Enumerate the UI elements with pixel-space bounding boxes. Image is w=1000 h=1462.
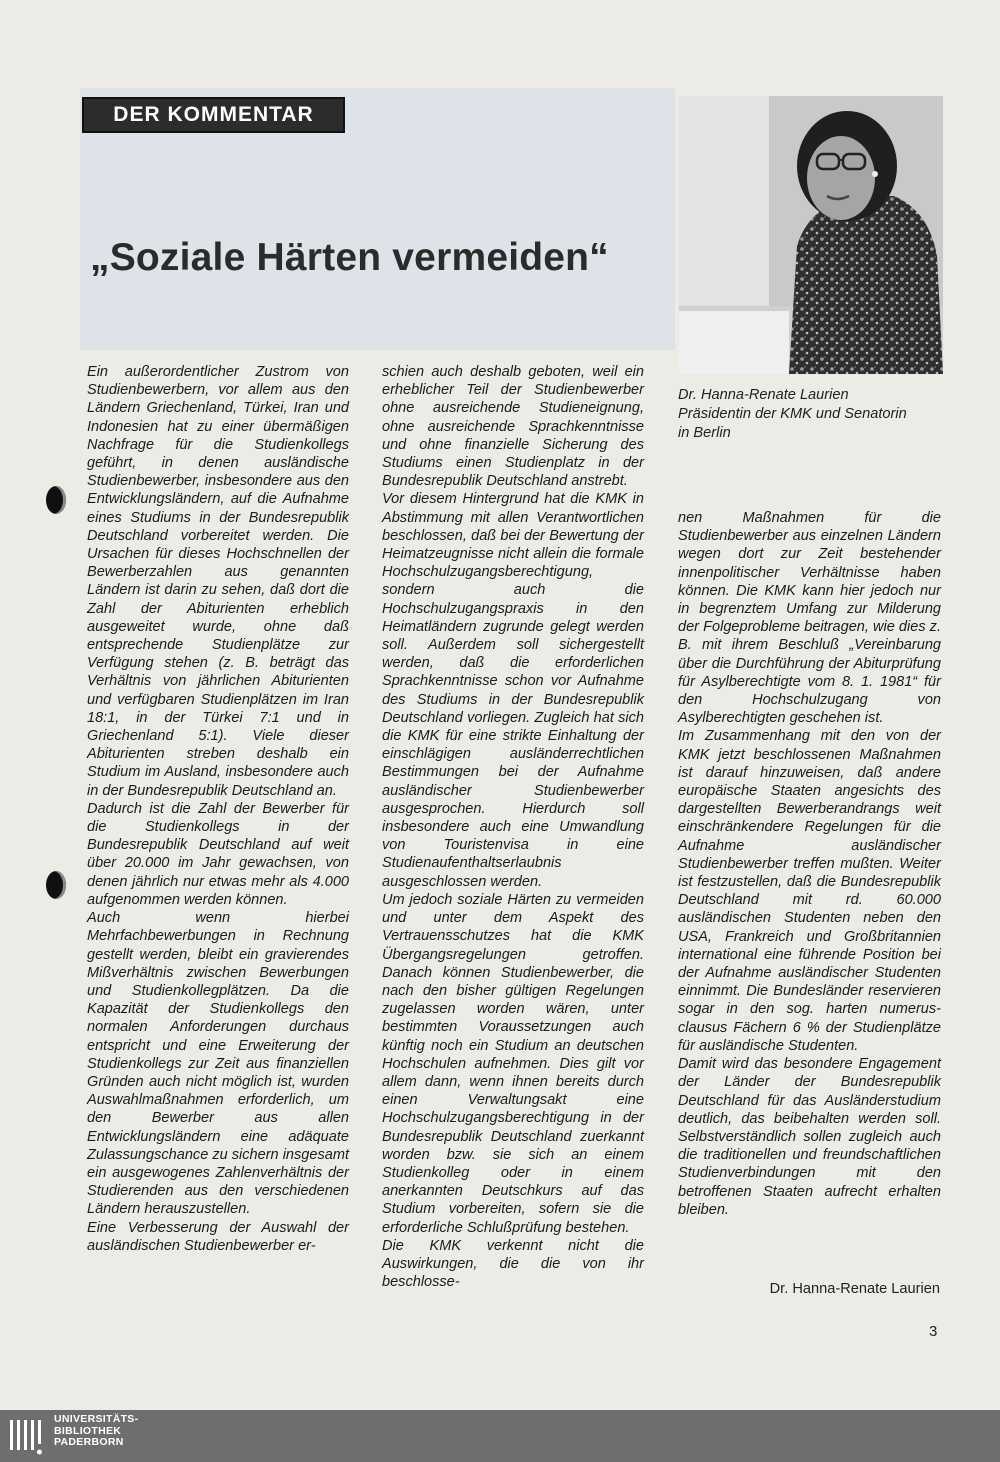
library-name [54, 1414, 138, 1449]
library-logo-icon [10, 1416, 44, 1458]
library-line-3: PADERBORN [54, 1436, 124, 1448]
paragraph: Auch wenn hierbei Mehrfachbewerbungen in Rechnung gestellt werden, bleibt ein gravierendes Mißverhältnis zwischen Bewerbungen und Studienkollegplätzen. Da die Kapazität der Studienkollegs den normalen Anforderungen durchaus entspricht und eine Erweiterung der Studienkollegs zur Zeit aus finanziellen Gründen auch nicht möglich ist, wurden Auswahlmaßnahmen erforderlich, um den Bewerber aus allen Entwicklungsländern eine adäquate Zulassungschance zu sichern insgesamt ein ausgewogenes Zahlenverhältnis der Studierenden aus den verschiedenen Ländern herauszustellen. [87, 910, 349, 1218]
article-column-2 [382, 363, 644, 1291]
paragraph: Um jedoch soziale Härten zu vermeiden und unter dem Aspekt des Vertrauensschutzes hat die KMK Übergangsregelungen getroffen. Danach können Studienbewerber, die nach den bisher gültigen Regelungen zugelassen worden wären, unter bestimmten Voraussetzungen auch künftig noch ein Studium an deutschen Hochschulen aufnehmen. Dies gilt vor allem dann, wenn ihnen bereits durch einen Verwaltungsakt eine Hochschulzugangsberechtigung in der Bundesrepublik Deutschland zuerkannt worden bzw. sie sich an einem Studienkolleg oder in einem anerkannten Deutschkurs auf das Studium vorbereiten, sofern sie die erforderliche Schlußprüfung bestehen. [382, 891, 644, 1236]
article-column-3 [678, 509, 941, 1219]
author-signature: Dr. Hanna-Renate Laurien [769, 1281, 940, 1297]
paragraph: Die KMK verkennt nicht die Auswirkungen, die die von ihr beschlosse- [382, 1237, 644, 1291]
library-footer [0, 1410, 1000, 1462]
author-photo [679, 96, 943, 374]
library-line-2: BIBLIOTHEK [54, 1424, 122, 1437]
library-line-1: UNIVERSITÄTS- [54, 1413, 139, 1425]
paragraph: Damit wird das besondere Engagement der Länder der Bundesrepublik Deutschland für das Ausländerstudium deutlich, das beibehalten werden soll. Selbstverständlich sollen zugleich auch die traditionellen und freundschaftlichen Studienverbindungen mit den betroffenen Staaten aufrecht erhalten bleiben. [678, 1056, 941, 1218]
paragraph: Im Zusammenhang mit den von der KMK jetzt beschlossenen Maßnahmen ist darauf hinzuweisen, daß andere europäische Staaten angesichts des dargestellten Bewerberandrangs weit einschränkendere Regelungen für die Aufnahme ausländischer Studienbewerber treffen mußten. Weiter ist festzustellen, daß die Bundesrepublik Deutschland mit rd. 60.000 ausländischen Studenten neben den USA, Frankreich und Großbritannien international eine führende Position bei der Aufnahme ausländischer Studenten einnimmt. Die Bundesländer reservieren sogar in den sog. harten numerus-clausus Fächern 6 % der Studienplätze für ausländische Studenten. [678, 728, 941, 1054]
caption-title: Präsidentin der KMK und Senatorin [678, 406, 907, 422]
paragraph: schien auch deshalb geboten, weil ein erheblicher Teil der Studienbewerber ohne ausreichende Studieneignung, ohne ausreichende Sprachkenntnisse und ohne finanzielle Sicherung des Studiums einen Studienplatz in der Bundesrepublik Deutschland anstrebt. [382, 364, 644, 490]
caption-city: in Berlin [678, 425, 731, 441]
photo-caption [678, 386, 948, 443]
caption-name: Dr. Hanna-Renate Laurien [678, 387, 849, 403]
article-headline: „Soziale Härten vermeiden“ [90, 236, 609, 279]
paragraph: Ein außerordentlicher Zustrom von Studienbewerbern, vor allem aus den Ländern Griechenland, Türkei, Iran und Indonesien hat zu einer übermäßigen Nachfrage für die Studienkollegs geführt, in denen ausländische Studienbewerber, insbesondere aus den Entwicklungsländern, auf die Aufnahme eines Studiums in der Bundesrepublik Deutschland vorbereitet werden. Die Ursachen für dieses Hochschnellen der Bewerberzahlen aus genannten Ländern ist darin zu sehen, daß dort die Zahl der Abiturienten erheblich ausgeweitet wurde, ohne daß entsprechende Studienplätze zur Verfügung stehen (z. B. beträgt das Verhältnis von jährlichen Abiturienten und verfügbaren Studienplätzen im Iran 18:1, in der Türkei 7:1 und in Griechenland 5:1). Viele dieser Abiturienten streben deshalb ein Studium im Ausland, insbesondere auch in der Bundesrepublik Deutschland an. [87, 364, 349, 799]
punch-hole [46, 486, 66, 514]
paragraph: Eine Verbesserung der Auswahl der ausländischen Studienbewerber er- [87, 1219, 349, 1254]
page-number: 3 [929, 1323, 938, 1340]
punch-hole [46, 871, 66, 899]
section-label: DER KOMMENTAR [82, 97, 345, 133]
article-column-1 [87, 363, 349, 1255]
paragraph: Vor diesem Hintergrund hat die KMK in Abstimmung mit allen Verantwortlichen beschlossen, daß bei der Bewertung der Heimatzeugnisse nicht allein die formale Hochschulzugangsberechtigung, sondern auch die Hochschulzugangspraxis in den Heimatländern zugrunde gelegt werden soll. Außerdem soll sichergestellt werden, daß die erforderlichen Sprachkenntnisse schon vor Aufnahme des Studiums in der Bundesrepublik Deutschland vorliegen. Zugleich hat sich die KMK für eine strikte Einhaltung der einschlägigen ausländerrechtlichen Bestimmungen bei der Aufnahme ausländischer Studienbewerber ausgesprochen. Hierdurch soll insbesondere auch eine Umwandlung von Touristenvisa in eine Studienaufenthaltserlaubnis ausgeschlossen werden. [382, 491, 644, 890]
paragraph: nen Maßnahmen für die Studienbewerber aus einzelnen Ländern wegen dort zur Zeit bestehender innenpolitischer Verhältnisse haben können. Die KMK kann hier jedoch nur in begrenztem Umfang zur Milderung der Folgeprobleme beitragen, wie dies z. B. mit ihrem Beschluß „Vereinbarung über die Durchführung der Abiturprüfung für Asylberechtigte vom 8. 1. 1981“ für den Hochschulzugang von Asylberechtigten geschehen ist. [678, 510, 941, 727]
paragraph: Dadurch ist die Zahl der Bewerber für die Studienkollegs in der Bundesrepublik Deutschland auf weit über 20.000 im Jahr gewachsen, von denen jährlich nur etwas mehr als 4.000 aufgenommen werden können. [87, 800, 349, 908]
